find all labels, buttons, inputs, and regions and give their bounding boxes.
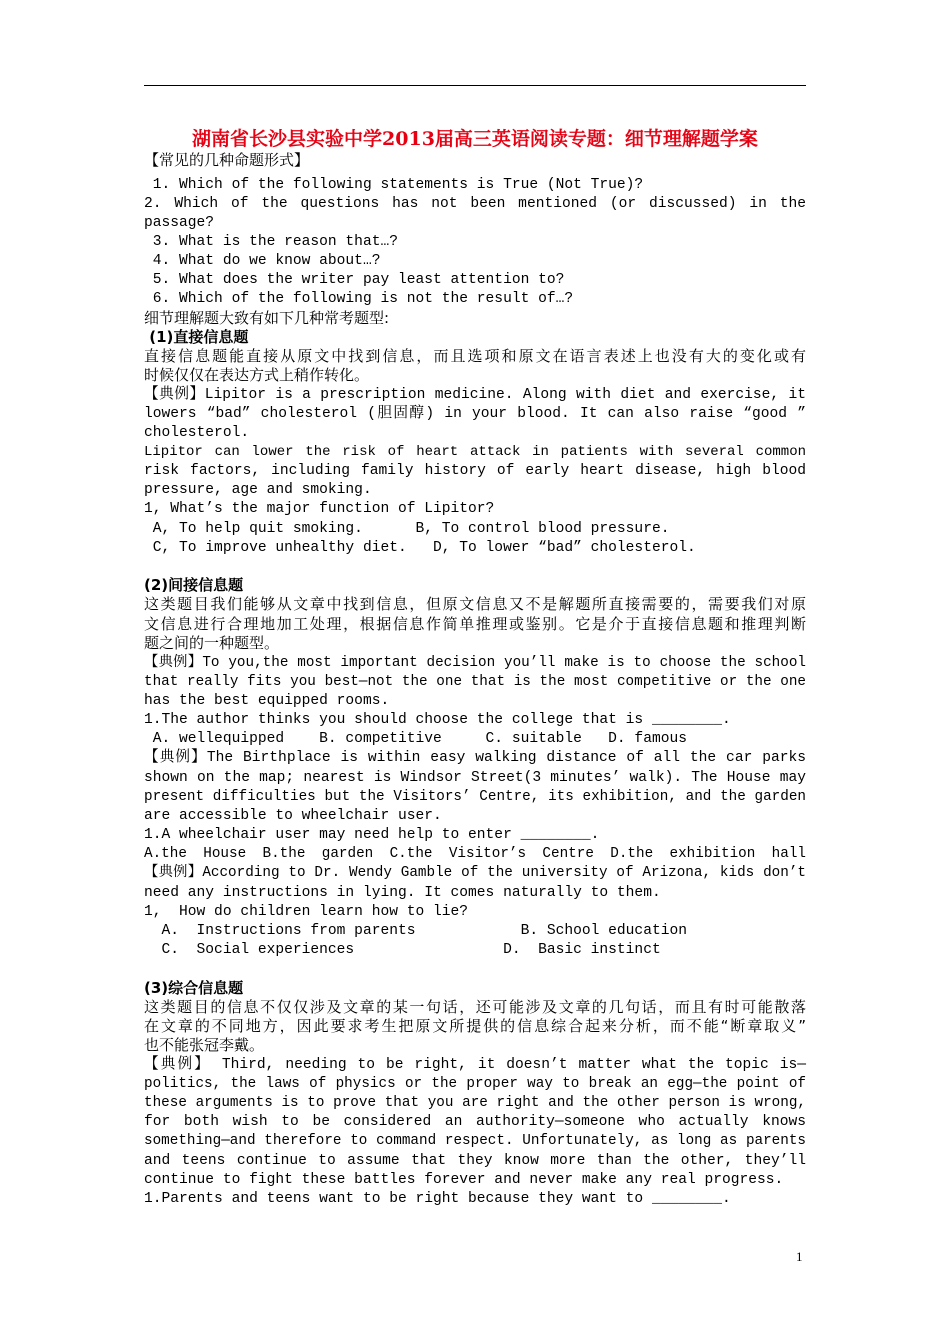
text-line: A.the House B.the garden C.the Visitor’s Centre D.the exhibition hall <box>144 846 806 862</box>
text-line: A. Instructions from parents B. School education <box>144 923 687 939</box>
text-line: need any instructions in lying. It comes naturally to them. <box>144 885 661 901</box>
text-line: 【典例】 Third, needing to be right, it doesn’t matter what the topic is— <box>144 1057 806 1073</box>
text-line: C, To improve unhealthy diet. D, To lower “bad” cholesterol. <box>144 540 696 556</box>
text-line: A, To help quit smoking. B, To control blood pressure. <box>144 521 670 537</box>
text-line: continue to fight these battles forever and never make any real progress. <box>144 1172 784 1188</box>
text-line: 文信息进行合理地加工处理，根据信息作简单推理或鉴别。它是介于直接信息题和推理判断 <box>144 615 806 633</box>
text-line: 题之间的一种题型。 <box>144 634 280 652</box>
text-line: 3. What is the reason that…? <box>144 234 398 250</box>
text-line: and teens continue to assume that they know more than the other, they’ll <box>144 1153 806 1169</box>
text-line: that really fits you best—not the one that is the most competitive or the one <box>144 674 806 690</box>
text-line: 6. Which of the following is not the result of…? <box>144 291 574 307</box>
text-line: 【典例】The Birthplace is within easy walking distance of all the car parks <box>144 750 806 766</box>
text-line: (1)直接信息题 <box>144 328 249 346</box>
text-line: (2)间接信息题 <box>144 576 244 594</box>
page-number: 1 <box>796 1249 803 1264</box>
text-line: 这类题目的信息不仅仅涉及文章的某一句话，还可能涉及文章的几句话，而且有时可能散落 <box>144 998 806 1016</box>
header-rule <box>144 85 806 86</box>
text-line: 1.The author thinks you should choose the college that is ________. <box>144 712 731 728</box>
text-line: 4. What do we know about…? <box>144 253 381 269</box>
text-line: C. Social experiences D. Basic instinct <box>144 942 661 958</box>
text-line: present difficulties but the Visitors’ Centre, its exhibition, and the garden <box>144 789 806 805</box>
text-line: (3)综合信息题 <box>144 979 244 997</box>
text-line: for both wish to be considered an authority—someone who actually knows <box>144 1114 806 1130</box>
text-line: 【常见的几种命题形式】 <box>144 151 310 169</box>
text-line: passage? <box>144 215 215 231</box>
text-line: 在文章的不同地方，因此要求考生把原文所提供的信息综合起来分析，而不能“断章取义” <box>144 1017 806 1035</box>
text-line: 1. Which of the following statements is True (Not True)? <box>144 177 644 193</box>
text-line: 【典例】Lipitor is a prescription medicine. Along with diet and exercise, it <box>144 387 806 403</box>
text-line: has the best equipped rooms. <box>144 693 390 709</box>
text-line: 1.A wheelchair user may need help to enter ________. <box>144 827 600 843</box>
text-line: lowers “bad” cholesterol (胆固醇) in your blood. It can also raise “good ” <box>144 406 806 422</box>
text-line: Lipitor can lower the risk of heart attack in patients with several common <box>144 444 806 460</box>
text-line: something—and therefore to command respect. Unfortunately, as long as parents <box>144 1133 806 1149</box>
text-line: shown on the map; nearest is Windsor Street(3 minutes’ walk). The House may <box>144 770 806 786</box>
text-line: are accessible to wheelchair user. <box>144 808 442 824</box>
text-line: 1, How do children learn how to lie? <box>144 904 469 920</box>
text-line: 时候仅仅在表达方式上稍作转化。 <box>144 366 370 384</box>
text-line: 直接信息题能直接从原文中找到信息，而且选项和原文在语言表述上也没有大的变化或有 <box>144 347 806 365</box>
text-line: 细节理解题大致有如下几种常考题型: <box>144 309 390 327</box>
text-line: 5. What does the writer pay least attention to? <box>144 272 565 288</box>
text-line: 【典例】According to Dr. Wendy Gamble of the university of Arizona, kids don’t <box>144 865 806 881</box>
text-line: A. wellequipped B. competitive C. suitable D. famous <box>144 731 687 747</box>
text-line: 2. Which of the questions has not been mentioned (or discussed) in the <box>144 196 806 212</box>
text-line: 这类题目我们能够从文章中找到信息，但原文信息又不是解题所直接需要的，需要我们对原 <box>144 595 806 613</box>
text-line: 也不能张冠李戴。 <box>144 1036 265 1054</box>
text-line: politics, the laws of physics or the proper way to break an egg—the point of <box>144 1076 806 1092</box>
text-line: risk factors, including family history of early heart disease, high blood <box>144 463 806 479</box>
document-title: 湖南省长沙县实验中学2013届高三英语阅读专题：细节理解题学案 <box>192 128 758 150</box>
text-line: 【典例】To you,the most important decision you’ll make is to choose the school <box>144 655 806 671</box>
text-line: cholesterol. <box>144 425 250 441</box>
text-line: 1.Parents and teens want to be right because they want to ________. <box>144 1191 731 1207</box>
text-line: pressure, age and smoking. <box>144 482 372 498</box>
text-line: these arguments is to prove that you are right and the other person is wrong, <box>144 1095 806 1111</box>
text-line: 1, What’s the major function of Lipitor? <box>144 501 495 517</box>
